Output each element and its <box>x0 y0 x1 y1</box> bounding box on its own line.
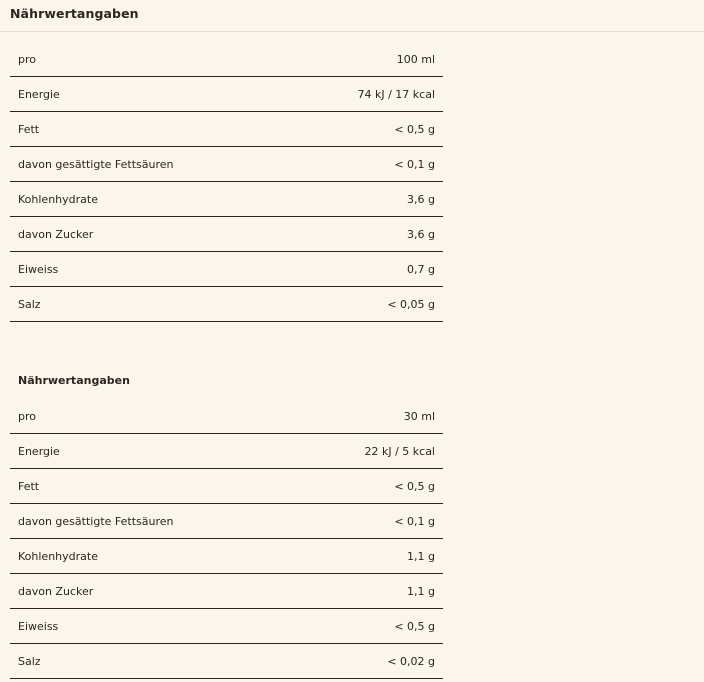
nutrition-table-100ml <box>10 42 443 322</box>
nutrition-table-30ml <box>10 399 443 679</box>
row-label: davon gesättigte Fettsäuren <box>18 157 174 171</box>
table-row <box>10 147 443 182</box>
table-row <box>10 252 443 287</box>
table-row <box>10 287 443 322</box>
row-label: Fett <box>18 479 40 493</box>
row-value: 1,1 g <box>407 549 435 563</box>
row-value: < 0,1 g <box>394 514 435 528</box>
row-label: Kohlenhydrate <box>18 192 98 206</box>
table-row <box>10 182 443 217</box>
row-label: davon Zucker <box>18 227 94 241</box>
table-row <box>10 434 443 469</box>
table-row <box>10 217 443 252</box>
row-value: 3,6 g <box>407 192 435 206</box>
table-row <box>10 539 443 574</box>
row-label: davon gesättigte Fettsäuren <box>18 514 174 528</box>
row-label: pro <box>18 52 36 66</box>
row-value: < 0,02 g <box>387 654 435 668</box>
row-value: 100 ml <box>396 52 435 66</box>
section-header <box>0 0 704 32</box>
row-value: 22 kJ / 5 kcal <box>364 444 435 458</box>
row-value: < 0,5 g <box>394 479 435 493</box>
table-row <box>10 77 443 112</box>
row-label: Energie <box>18 444 60 458</box>
row-label: Fett <box>18 122 40 136</box>
row-value: < 0,1 g <box>394 157 435 171</box>
table-row <box>10 504 443 539</box>
table-row <box>10 112 443 147</box>
table-row <box>10 469 443 504</box>
row-label: davon Zucker <box>18 584 94 598</box>
row-label: Salz <box>18 654 41 668</box>
row-value: < 0,5 g <box>394 122 435 136</box>
row-label: Salz <box>18 297 41 311</box>
row-label: Kohlenhydrate <box>18 549 98 563</box>
row-label: Eiweiss <box>18 619 59 633</box>
table-title: Nährwertangaben <box>18 374 130 387</box>
row-value: 30 ml <box>403 409 435 423</box>
row-label: Eiweiss <box>18 262 59 276</box>
row-value: 0,7 g <box>407 262 435 276</box>
row-value: < 0,5 g <box>394 619 435 633</box>
row-value: 1,1 g <box>407 584 435 598</box>
row-label: Energie <box>18 87 60 101</box>
table-row <box>10 399 443 434</box>
row-value: < 0,05 g <box>387 297 435 311</box>
row-label: pro <box>18 409 36 423</box>
section-title: Nährwertangaben <box>10 6 139 21</box>
table-row <box>10 42 443 77</box>
table-row <box>10 609 443 644</box>
table-row <box>10 574 443 609</box>
table-row <box>10 644 443 679</box>
row-value: 74 kJ / 17 kcal <box>357 87 435 101</box>
row-value: 3,6 g <box>407 227 435 241</box>
